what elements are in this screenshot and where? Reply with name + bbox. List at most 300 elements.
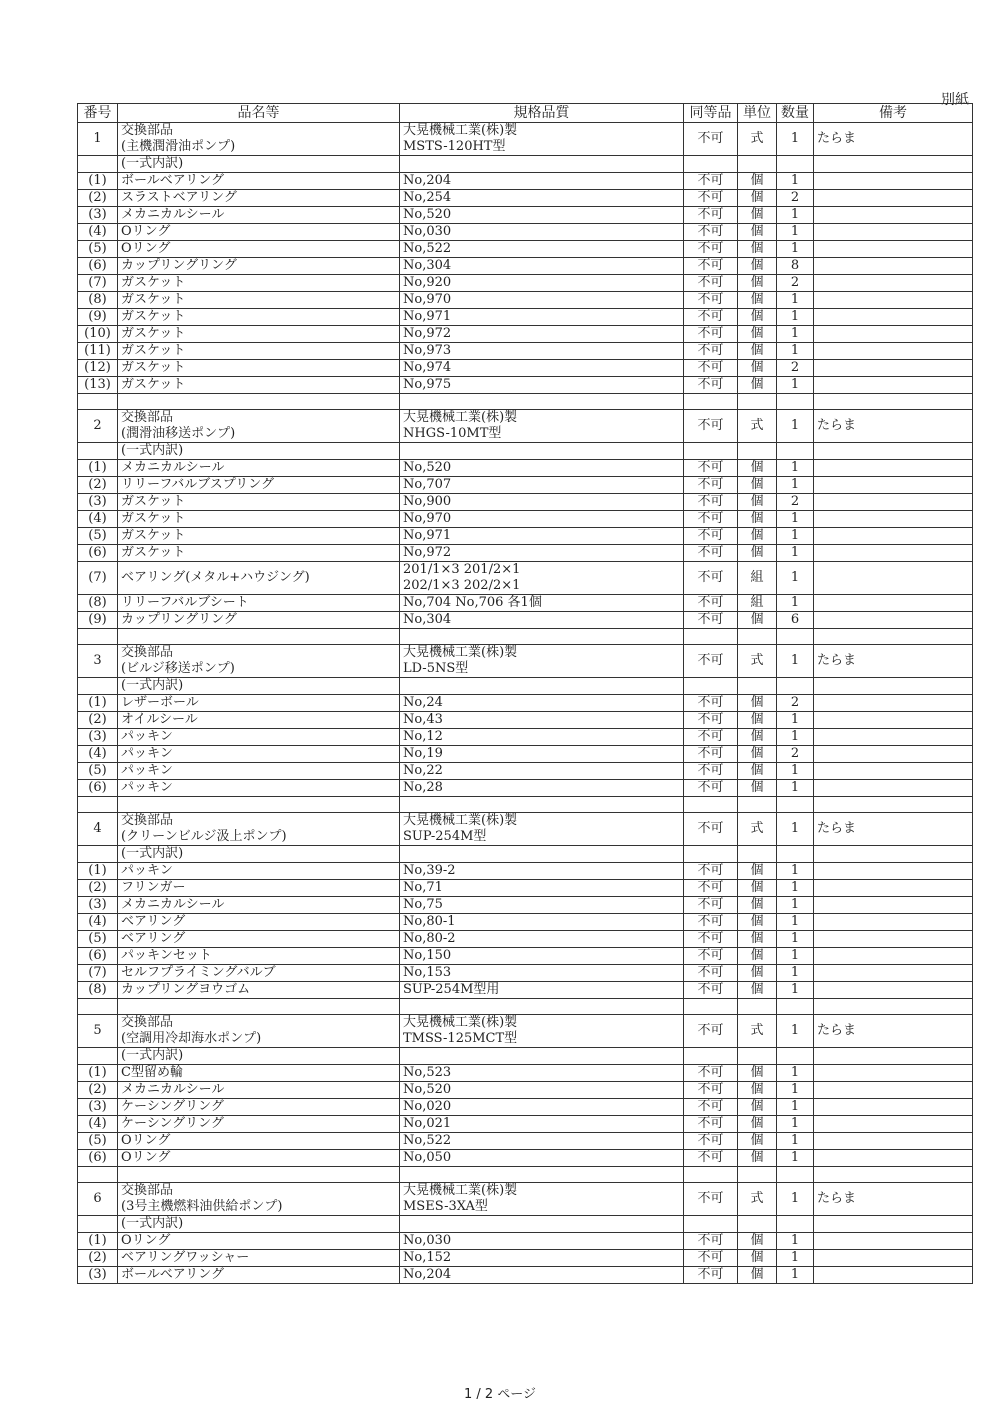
section-equiv: 不可 [684, 410, 738, 443]
item-qty: 1 [777, 1065, 814, 1082]
table-row [78, 1133, 973, 1150]
item-qty: 1 [777, 1133, 814, 1150]
empty-cell [738, 1048, 777, 1065]
item-spec: No,71 [400, 880, 684, 897]
item-spec: No,304 [400, 258, 684, 275]
item-number: (6) [78, 545, 118, 562]
empty-cell [78, 156, 118, 173]
empty-cell [400, 1048, 684, 1065]
section-model: LD-5NS型 [403, 661, 469, 676]
item-qty: 2 [777, 494, 814, 511]
section-maker: 大晃機械工業(株)製 [403, 813, 518, 828]
empty-cell [684, 1048, 738, 1065]
item-name: カップリングヨウゴム [118, 982, 400, 999]
item-equiv: 不可 [684, 1267, 738, 1284]
table-row [78, 612, 973, 629]
item-remarks [814, 897, 973, 914]
section-number: 3 [78, 645, 118, 678]
item-spec: No,970 [400, 292, 684, 309]
item-number: (2) [78, 190, 118, 207]
item-spec: No,153 [400, 965, 684, 982]
item-remarks [814, 1250, 973, 1267]
item-remarks [814, 1099, 973, 1116]
table-row [78, 343, 973, 360]
section-remarks: たらま [814, 645, 973, 678]
item-qty: 2 [777, 360, 814, 377]
item-unit: 個 [738, 1267, 777, 1284]
item-remarks [814, 612, 973, 629]
item-number: (13) [78, 377, 118, 394]
item-name: ガスケット [118, 360, 400, 377]
empty-cell [814, 999, 973, 1015]
item-remarks [814, 343, 973, 360]
item-qty: 2 [777, 746, 814, 763]
item-remarks [814, 173, 973, 190]
section-number: 5 [78, 1015, 118, 1048]
item-remarks [814, 982, 973, 999]
item-name: ガスケット [118, 292, 400, 309]
item-spec: No,80-1 [400, 914, 684, 931]
item-equiv: 不可 [684, 224, 738, 241]
annex-label: 別紙 [941, 92, 969, 108]
item-spec: No,971 [400, 309, 684, 326]
item-spec: No,80-2 [400, 931, 684, 948]
empty-cell [777, 999, 814, 1015]
item-number: (1) [78, 863, 118, 880]
item-qty: 1 [777, 292, 814, 309]
section-model: TMSS-125MCT型 [403, 1031, 518, 1046]
item-qty: 1 [777, 477, 814, 494]
item-equiv: 不可 [684, 880, 738, 897]
item-unit: 個 [738, 190, 777, 207]
item-spec [400, 562, 684, 595]
table-body [78, 123, 973, 1284]
item-number: (6) [78, 1150, 118, 1167]
item-name: パッキン [118, 863, 400, 880]
empty-cell [78, 678, 118, 695]
item-equiv: 不可 [684, 528, 738, 545]
item-name: パッキンセット [118, 948, 400, 965]
empty-cell [78, 797, 118, 813]
empty-cell [118, 394, 400, 410]
item-qty: 2 [777, 695, 814, 712]
breakdown-row [78, 1216, 973, 1233]
item-unit: 個 [738, 1116, 777, 1133]
empty-cell [78, 846, 118, 863]
item-spec: No,150 [400, 948, 684, 965]
item-remarks [814, 763, 973, 780]
item-unit: 個 [738, 207, 777, 224]
section-model: MSTS-120HT型 [403, 139, 506, 154]
item-number: (3) [78, 1267, 118, 1284]
item-unit: 個 [738, 224, 777, 241]
item-spec: No,974 [400, 360, 684, 377]
item-remarks [814, 1150, 973, 1167]
item-unit: 個 [738, 914, 777, 931]
section-equiv: 不可 [684, 123, 738, 156]
empty-cell [684, 797, 738, 813]
empty-cell [400, 629, 684, 645]
table-row [78, 241, 973, 258]
section-title: 交換部品 [121, 1015, 174, 1030]
table-row [78, 460, 973, 477]
item-remarks [814, 1233, 973, 1250]
item-qty: 1 [777, 511, 814, 528]
breakdown-row [78, 443, 973, 460]
item-number: (4) [78, 511, 118, 528]
item-equiv: 不可 [684, 360, 738, 377]
item-unit: 個 [738, 275, 777, 292]
item-equiv: 不可 [684, 309, 738, 326]
item-name: Oリング [118, 1233, 400, 1250]
item-unit: 個 [738, 763, 777, 780]
empty-cell [78, 1167, 118, 1183]
item-remarks [814, 360, 973, 377]
empty-cell [118, 629, 400, 645]
item-qty: 1 [777, 1082, 814, 1099]
section-number: 1 [78, 123, 118, 156]
empty-cell [738, 629, 777, 645]
table-row [78, 326, 973, 343]
empty-cell [777, 629, 814, 645]
empty-cell [738, 1216, 777, 1233]
item-number: (3) [78, 494, 118, 511]
section-qty: 1 [777, 1183, 814, 1216]
item-unit: 個 [738, 528, 777, 545]
item-number: (3) [78, 897, 118, 914]
item-unit: 個 [738, 712, 777, 729]
item-unit: 個 [738, 1233, 777, 1250]
item-name: ボールベアリング [118, 173, 400, 190]
item-name: C型留め輪 [118, 1065, 400, 1082]
item-qty: 1 [777, 897, 814, 914]
item-unit: 個 [738, 1065, 777, 1082]
empty-cell [400, 678, 684, 695]
item-number: (3) [78, 729, 118, 746]
empty-cell [78, 999, 118, 1015]
item-qty: 2 [777, 190, 814, 207]
item-spec: No,19 [400, 746, 684, 763]
item-number: (1) [78, 695, 118, 712]
table-row [78, 1267, 973, 1284]
section-spec [400, 1183, 684, 1216]
item-qty: 1 [777, 343, 814, 360]
item-number: (5) [78, 931, 118, 948]
header-row [78, 104, 973, 123]
empty-cell [814, 1216, 973, 1233]
item-qty: 1 [777, 528, 814, 545]
item-qty: 1 [777, 965, 814, 982]
item-unit: 個 [738, 695, 777, 712]
item-unit: 個 [738, 948, 777, 965]
empty-cell [684, 1216, 738, 1233]
item-remarks [814, 292, 973, 309]
item-remarks [814, 224, 973, 241]
section-row [78, 1015, 973, 1048]
item-number: (2) [78, 477, 118, 494]
item-number: (11) [78, 343, 118, 360]
item-unit: 個 [738, 1150, 777, 1167]
item-number: (2) [78, 1250, 118, 1267]
table-row [78, 360, 973, 377]
item-name: ベアリング(メタル+ハウジング) [118, 562, 400, 595]
item-spec: No,704 No,706 各1個 [400, 595, 684, 612]
section-name [118, 123, 400, 156]
item-name: パッキン [118, 780, 400, 797]
empty-cell [777, 1216, 814, 1233]
section-title: 交換部品 [121, 1183, 174, 1198]
item-unit: 個 [738, 965, 777, 982]
item-qty: 1 [777, 460, 814, 477]
item-equiv: 不可 [684, 914, 738, 931]
item-number: (3) [78, 1099, 118, 1116]
section-unit: 式 [738, 1015, 777, 1048]
item-spec: No,707 [400, 477, 684, 494]
empty-cell [684, 443, 738, 460]
header-unit: 単位 [738, 104, 777, 123]
breakdown-label: (一式内訳) [118, 443, 400, 460]
section-equiv: 不可 [684, 1183, 738, 1216]
table-row [78, 914, 973, 931]
section-name [118, 1183, 400, 1216]
empty-cell [738, 999, 777, 1015]
page-number: 1 / 2 ページ [463, 1387, 537, 1402]
item-name: ベアリング [118, 914, 400, 931]
section-maker: 大晃機械工業(株)製 [403, 410, 518, 425]
section-name [118, 813, 400, 846]
item-name: ベアリング [118, 931, 400, 948]
item-spec: No,970 [400, 511, 684, 528]
item-remarks [814, 863, 973, 880]
empty-cell [684, 394, 738, 410]
item-number: (4) [78, 224, 118, 241]
item-name: カップリングリング [118, 612, 400, 629]
item-spec-line: 201/1×3 201/2×1 [403, 562, 521, 577]
item-remarks [814, 190, 973, 207]
table-row [78, 224, 973, 241]
table-row [78, 880, 973, 897]
item-remarks [814, 1267, 973, 1284]
item-equiv: 不可 [684, 729, 738, 746]
item-remarks [814, 494, 973, 511]
item-equiv: 不可 [684, 545, 738, 562]
header-num: 番号 [78, 104, 118, 123]
item-spec: No,75 [400, 897, 684, 914]
item-name: パッキン [118, 746, 400, 763]
item-unit: 個 [738, 477, 777, 494]
empty-cell [118, 999, 400, 1015]
item-equiv: 不可 [684, 1065, 738, 1082]
section-qty: 1 [777, 410, 814, 443]
item-spec: No,975 [400, 377, 684, 394]
section-name [118, 410, 400, 443]
item-equiv: 不可 [684, 173, 738, 190]
empty-cell [814, 797, 973, 813]
item-name: メカニカルシール [118, 897, 400, 914]
empty-cell [814, 846, 973, 863]
item-name: ガスケット [118, 343, 400, 360]
empty-cell [738, 394, 777, 410]
empty-cell [118, 797, 400, 813]
header-remarks: 備考 [814, 104, 973, 123]
item-remarks [814, 780, 973, 797]
item-remarks [814, 712, 973, 729]
item-spec: No,39-2 [400, 863, 684, 880]
item-unit: 個 [738, 545, 777, 562]
section-maker: 大晃機械工業(株)製 [403, 1015, 518, 1030]
section-maker: 大晃機械工業(株)製 [403, 645, 518, 660]
item-spec: No,973 [400, 343, 684, 360]
item-remarks [814, 1133, 973, 1150]
item-name: メカニカルシール [118, 207, 400, 224]
empty-cell [814, 156, 973, 173]
item-name: リリーフバルブスプリング [118, 477, 400, 494]
breakdown-label: (一式内訳) [118, 846, 400, 863]
item-equiv: 不可 [684, 863, 738, 880]
item-name: Oリング [118, 1133, 400, 1150]
item-spec: No,520 [400, 1082, 684, 1099]
section-remarks: たらま [814, 1183, 973, 1216]
empty-cell [738, 846, 777, 863]
empty-cell [400, 999, 684, 1015]
item-equiv: 不可 [684, 982, 738, 999]
item-remarks [814, 207, 973, 224]
item-equiv: 不可 [684, 1082, 738, 1099]
item-equiv: 不可 [684, 1150, 738, 1167]
item-unit: 個 [738, 1250, 777, 1267]
section-qty: 1 [777, 813, 814, 846]
section-name [118, 645, 400, 678]
item-qty: 1 [777, 931, 814, 948]
item-spec: No,030 [400, 224, 684, 241]
item-number: (4) [78, 914, 118, 931]
item-unit: 組 [738, 595, 777, 612]
item-number: (6) [78, 780, 118, 797]
item-name: ガスケット [118, 309, 400, 326]
item-number: (1) [78, 1065, 118, 1082]
item-qty: 1 [777, 1150, 814, 1167]
section-subtitle: (クリーンビルジ汲上ポンプ) [121, 829, 287, 844]
item-remarks [814, 1116, 973, 1133]
section-row [78, 1183, 973, 1216]
item-name: ケーシングリング [118, 1116, 400, 1133]
item-qty: 1 [777, 712, 814, 729]
item-qty: 1 [777, 729, 814, 746]
item-remarks [814, 931, 973, 948]
section-row [78, 813, 973, 846]
item-equiv: 不可 [684, 326, 738, 343]
item-name: メカニカルシール [118, 1082, 400, 1099]
header-spec: 規格品質 [400, 104, 684, 123]
empty-cell [738, 678, 777, 695]
table-row [78, 595, 973, 612]
item-equiv: 不可 [684, 1099, 738, 1116]
empty-cell [814, 1048, 973, 1065]
parts-table [77, 103, 973, 1284]
empty-cell [400, 156, 684, 173]
empty-cell [777, 846, 814, 863]
item-name: ボールベアリング [118, 1267, 400, 1284]
item-remarks [814, 1065, 973, 1082]
spacer-row [78, 1167, 973, 1183]
item-number: (8) [78, 982, 118, 999]
item-equiv: 不可 [684, 190, 738, 207]
item-unit: 個 [738, 292, 777, 309]
item-qty: 1 [777, 326, 814, 343]
section-remarks: たらま [814, 410, 973, 443]
item-remarks [814, 309, 973, 326]
item-equiv: 不可 [684, 965, 738, 982]
empty-cell [738, 1167, 777, 1183]
item-remarks [814, 460, 973, 477]
item-equiv: 不可 [684, 931, 738, 948]
item-unit: 個 [738, 780, 777, 797]
table-row [78, 780, 973, 797]
empty-cell [777, 156, 814, 173]
item-qty: 1 [777, 863, 814, 880]
item-equiv: 不可 [684, 695, 738, 712]
table-row [78, 309, 973, 326]
item-name: ガスケット [118, 494, 400, 511]
table-row [78, 477, 973, 494]
item-name: ガスケット [118, 511, 400, 528]
table-row [78, 190, 973, 207]
item-name: セルフプライミングバルブ [118, 965, 400, 982]
item-remarks [814, 275, 973, 292]
section-maker: 大晃機械工業(株)製 [403, 123, 518, 138]
breakdown-label: (一式内訳) [118, 1216, 400, 1233]
section-model: SUP-254M型 [403, 829, 487, 844]
empty-cell [78, 394, 118, 410]
empty-cell [814, 394, 973, 410]
item-number: (7) [78, 965, 118, 982]
section-title: 交換部品 [121, 813, 174, 828]
item-number: (2) [78, 1082, 118, 1099]
item-number: (1) [78, 460, 118, 477]
item-equiv: 不可 [684, 746, 738, 763]
section-title: 交換部品 [121, 123, 174, 138]
item-name: レザーボール [118, 695, 400, 712]
item-name: ガスケット [118, 275, 400, 292]
section-model: NHGS-10MT型 [403, 426, 502, 441]
section-unit: 式 [738, 123, 777, 156]
item-equiv: 不可 [684, 1233, 738, 1250]
section-row [78, 123, 973, 156]
item-spec: No,972 [400, 545, 684, 562]
item-name: オイルシール [118, 712, 400, 729]
item-unit: 個 [738, 982, 777, 999]
item-equiv: 不可 [684, 377, 738, 394]
item-equiv: 不可 [684, 595, 738, 612]
section-number: 2 [78, 410, 118, 443]
item-number: (10) [78, 326, 118, 343]
item-spec: No,050 [400, 1150, 684, 1167]
item-equiv: 不可 [684, 612, 738, 629]
empty-cell [400, 797, 684, 813]
item-name: ガスケット [118, 377, 400, 394]
item-number: (4) [78, 746, 118, 763]
section-model: MSES-3XA型 [403, 1199, 488, 1214]
section-remarks: たらま [814, 813, 973, 846]
table-row [78, 1233, 973, 1250]
item-spec: No,520 [400, 460, 684, 477]
item-unit: 個 [738, 1099, 777, 1116]
item-name: Oリング [118, 241, 400, 258]
section-equiv: 不可 [684, 813, 738, 846]
item-equiv: 不可 [684, 1116, 738, 1133]
empty-cell [684, 846, 738, 863]
item-remarks [814, 258, 973, 275]
